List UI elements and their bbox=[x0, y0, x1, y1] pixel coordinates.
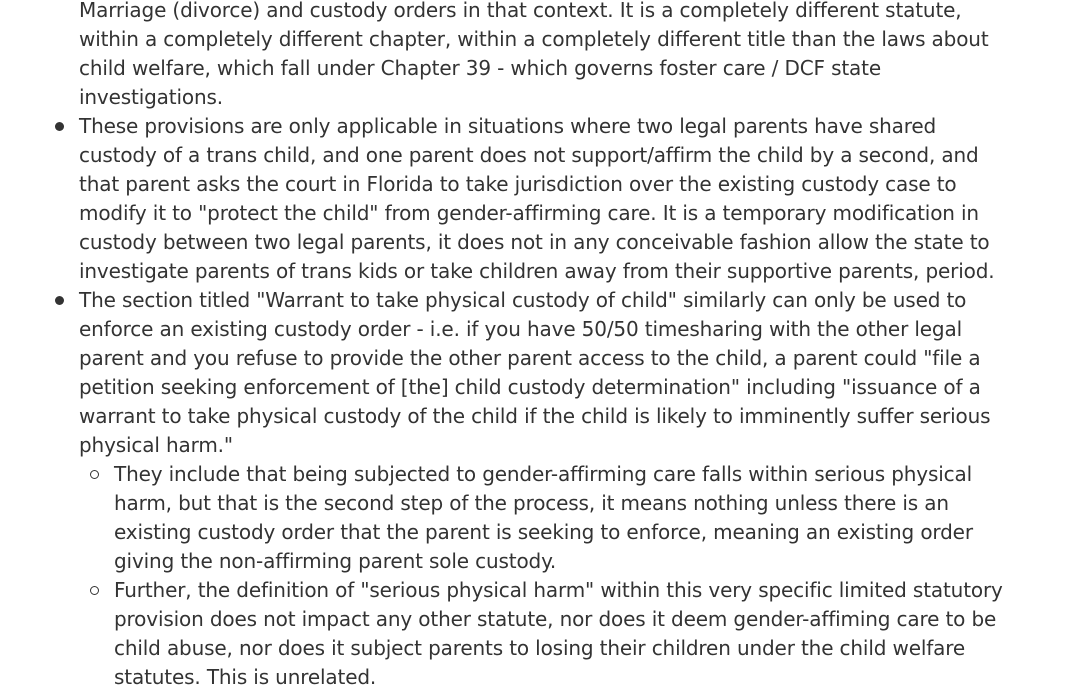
bullet-dot-icon bbox=[55, 122, 64, 131]
text-line: Further, the definition of "serious physical harm" within this very specific limited statutory bbox=[114, 578, 1003, 602]
text-line: enforce an existing custody order - i.e. if you have 50/50 timesharing with the other legal bbox=[79, 317, 962, 341]
text-line: modify it to "protect the child" from gender-affirming care. It is a temporary modification in bbox=[79, 201, 979, 225]
text-line: investigations. bbox=[79, 85, 223, 109]
text-line: child abuse, nor does it subject parents to losing their children under the child welfare bbox=[114, 636, 966, 660]
text-line: statutes. This is unrelated. bbox=[114, 665, 377, 689]
text-line: custody of a trans child, and one parent does not support/affirm the child by a second, and bbox=[79, 143, 979, 167]
text-line: physical harm." bbox=[79, 433, 233, 457]
text-line: parent and you refuse to provide the other parent access to the child, a parent could "file a bbox=[79, 346, 981, 370]
text-line: existing custody order that the parent is seeking to enforce, meaning an existing order bbox=[114, 520, 973, 544]
text-line: harm, but that is the second step of the process, it means nothing unless there is an bbox=[114, 491, 949, 515]
text-line: custody between two legal parents, it does not in any conceivable fashion allow the state to bbox=[79, 230, 990, 254]
text-line: The section titled "Warrant to take physical custody of child" similarly can only be used to bbox=[79, 288, 967, 312]
bullet-dot-icon bbox=[55, 296, 64, 305]
text-line: petition seeking enforcement of [the] child custody determination" including "issuance of a bbox=[79, 375, 981, 399]
bullet-circle-icon bbox=[90, 470, 99, 479]
text-line: Marriage (divorce) and custody orders in that context. It is a completely different statute, bbox=[79, 0, 962, 22]
text-line: provision does not impact any other statute, nor does it deem gender-affiming care to be bbox=[114, 607, 997, 631]
text-line: warrant to take physical custody of the child if the child is likely to imminently suffer serious bbox=[79, 404, 991, 428]
text-line: investigate parents of trans kids or take children away from their supportive parents, period. bbox=[79, 259, 995, 283]
text-line: giving the non-affirming parent sole custody. bbox=[114, 549, 557, 573]
text-line: that parent asks the court in Florida to take jurisdiction over the existing custody case to bbox=[79, 172, 957, 196]
text-line: They include that being subjected to gender-affirming care falls within serious physical bbox=[114, 462, 973, 486]
text-line: within a completely different chapter, within a completely different title than the laws about bbox=[79, 27, 989, 51]
bullet-circle-icon bbox=[90, 586, 99, 595]
text-line: child welfare, which fall under Chapter 39 - which governs foster care / DCF state bbox=[79, 56, 881, 80]
text-line: These provisions are only applicable in situations where two legal parents have shared bbox=[79, 114, 937, 138]
